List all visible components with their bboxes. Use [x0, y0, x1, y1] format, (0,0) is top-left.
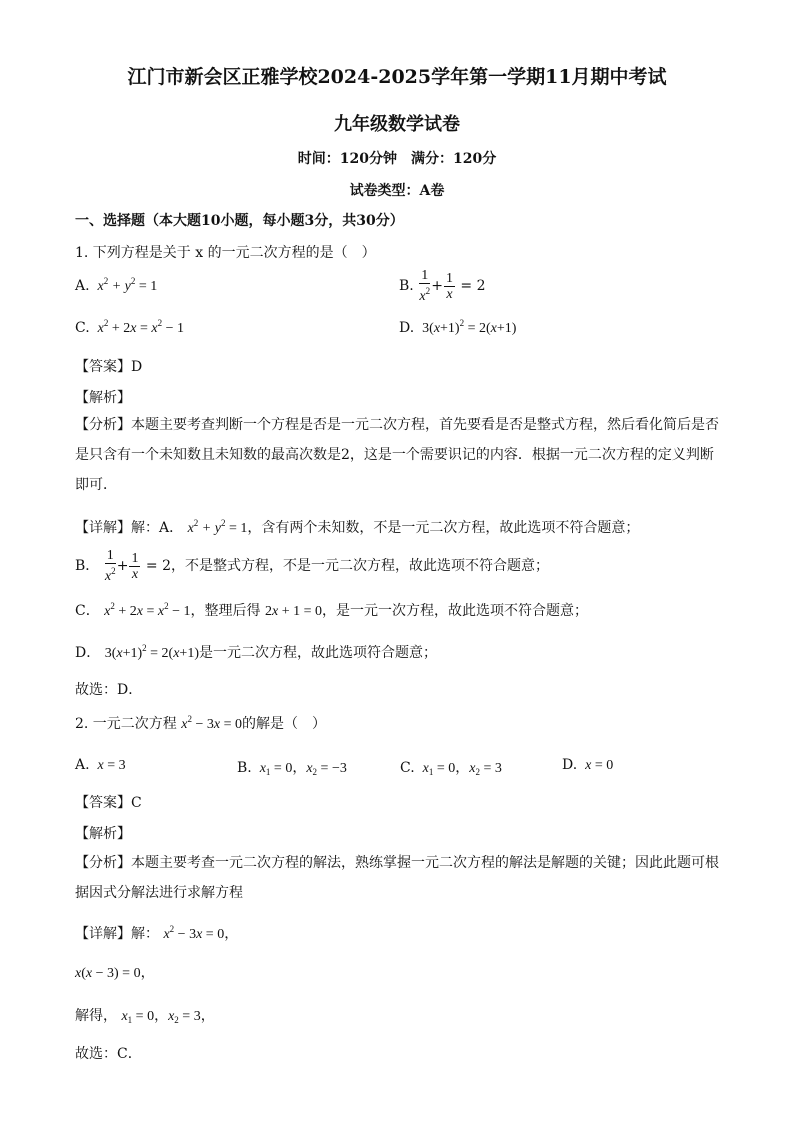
detail-text: ，是一元一次方程，故此选项不符合题意；	[322, 603, 589, 619]
q1-option-a: A. $x^2 + y^2 = 1$	[75, 276, 158, 294]
time-info: 时间：120分钟 满分：120分	[297, 151, 497, 167]
option-label: A.	[75, 278, 90, 294]
q2-analysis: 【分析】本题主要考查一元二次方程的解法，熟练掌握一元二次方程的解法是解题的关键；因此此题可根据因式分解法进行求解方程	[75, 855, 719, 901]
q2-step-solve: 解得， $x_1 = 0$，$x_2 = 3$，	[75, 1008, 215, 1025]
q1-answer: 【答案】D	[75, 359, 143, 375]
q2-conclusion: 故选：C．	[75, 1046, 142, 1062]
option-label: B.	[399, 278, 414, 294]
section-heading: 一、选择题（本大题10小题，每小题3分，共30分）	[75, 213, 404, 229]
option-label: C.	[400, 760, 415, 776]
exam-title: 江门市新会区正雅学校2024-2025学年第一学期11月期中考试	[127, 66, 667, 88]
q1-detail-c: C． $x^2 + 2x = x^2 - 1$，整理后得 2x + 1 = 0，是一元一次方程，故此选项不符合题意；	[75, 601, 589, 619]
detail-prefix: D．	[75, 645, 101, 661]
q2-step-factor: x(x − 3) = 0，	[75, 966, 155, 981]
detail-prefix: C．	[75, 603, 100, 619]
q2-option-a: A. x = 3	[75, 757, 126, 773]
q1-analysis: 【分析】本题主要考查判断一个方程是否是一元二次方程，首先要看是否是整式方程，然后看化简后是否是只含有一个未知数且未知数的最高次数是2，这是一个需要识记的内容．根据一元二次方程的定义判断即可．	[75, 417, 719, 493]
detail-prefix: 【详解】解：A．	[75, 520, 184, 536]
detail-prefix: B．	[75, 558, 100, 574]
q1-conclusion: 故选：D．	[75, 682, 143, 698]
q1-option-c: C. $x^2 + 2x = x^2 - 1$	[75, 318, 184, 336]
option-label: D.	[399, 320, 415, 336]
question-1-stem: 1. 下列方程是关于 x 的一元二次方程的是（ ）	[75, 245, 376, 261]
stem-suffix: 的解是（ ）	[242, 716, 327, 732]
option-label: B.	[237, 760, 252, 776]
question-2-stem: 2. 一元二次方程 $x^2 - 3x = 0$的解是（ ）	[75, 714, 327, 732]
detail-text: 是一元二次方程，故此选项符合题意；	[198, 645, 437, 661]
q1-detail-d: D． $3(x+1)^2 = 2(x+1)$是一元二次方程，故此选项符合题意；	[75, 643, 437, 661]
step-prefix: 解得，	[75, 1008, 117, 1024]
q1-detail-b: B． $\frac{1}{x^2}$ + $\frac{1}{x}$ = 2，不是整式方程，不是一元二次方程，故此选项不符合题意；	[75, 548, 550, 584]
detail-mid: ，整理后得	[190, 603, 261, 619]
q2-detail: 【详解】解： $x^2 - 3x = 0$，	[75, 924, 239, 942]
detail-text: ，含有两个未知数，不是一元二次方程，故此选项不符合题意；	[247, 520, 640, 536]
option-label: D.	[562, 757, 578, 773]
q2-option-c: C. $x_1 = 0$，$x_2 = 3$	[400, 760, 502, 777]
q2-answer: 【答案】C	[75, 795, 142, 811]
q1-analysis-label: 【解析】	[75, 390, 131, 406]
q2-analysis-label: 【解析】	[75, 826, 131, 842]
stem-prefix: 2. 一元二次方程	[75, 716, 177, 732]
q1-option-b: B. $\frac{1}{x^2}$ + $\frac{1}{x}$ = 2	[399, 268, 486, 304]
q2-option-d: D. x = 0	[562, 757, 614, 773]
detail-prefix: 【详解】解：	[75, 926, 159, 942]
paper-type: 试卷类型：A卷	[349, 183, 445, 199]
q1-detail-a: 【详解】解：A． $x^2 + y^2 = 1$，含有两个未知数，不是一元二次方程，故此选项不符合题意；	[75, 518, 640, 536]
q2-option-b: B. $x_1 = 0$，$x_2 = -3$	[237, 760, 347, 777]
detail-text: ，不是整式方程，不是一元二次方程，故此选项不符合题意；	[171, 558, 550, 574]
option-label: A.	[75, 757, 90, 773]
exam-subtitle: 九年级数学试卷	[334, 114, 460, 135]
q1-option-d: D. $3(x+1)^2 = 2(x+1)$	[399, 318, 517, 336]
option-label: C.	[75, 320, 90, 336]
